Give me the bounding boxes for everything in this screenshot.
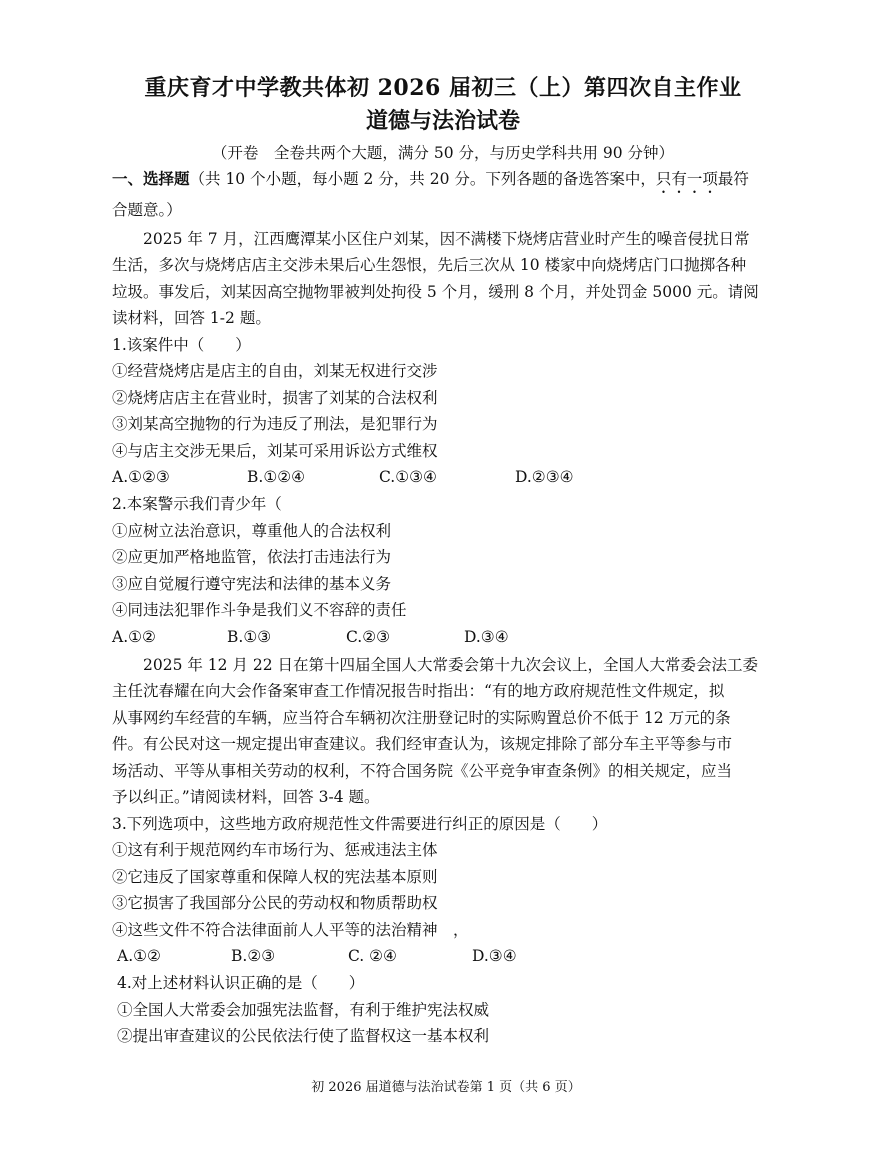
question-3-item: ④这些文件不符合法律面前人人平等的法治精神 ，	[112, 920, 469, 939]
option-d: D.②③④	[515, 468, 574, 486]
exam-title: 重庆育才中学教共体初 2026 届初三（上）第四次自主作业	[144, 75, 742, 101]
option-b: B.②③	[231, 947, 276, 965]
question-4-item: ②提出审查建议的公民依法行使了监督权这一基本权利	[117, 1027, 490, 1045]
option-b: B.①②④	[247, 468, 306, 486]
section-desc-b: 最符	[717, 170, 749, 188]
material-2-line: 场活动、平等从事相关劳动的权利，不符合国务院《公平竞争审查条例》的相关规定，应当	[112, 761, 733, 780]
option-a: A.①②	[112, 627, 156, 646]
question-1-item: ①经营烧烤店是店主的自由，刘某无权进行交涉	[112, 362, 438, 380]
section-label: 一、选择题	[112, 169, 190, 188]
exam-note: （开卷 全卷共两个大题，满分 50 分，与历史学科共用 90 分钟）	[211, 144, 675, 162]
question-2-item: ②应更加严格地监管，依法打击违法行为	[112, 548, 392, 566]
option-d: D.③④	[472, 947, 517, 965]
question-4	[112, 970, 774, 1050]
material-2-line: 2025 年 12 月 22 日在第十四届全国人大常委会第十九次会议上，全国人大常委会法工委	[143, 655, 759, 674]
question-3-options	[112, 943, 774, 970]
question-2-stem: 2.本案警示我们青少年（	[112, 495, 282, 513]
question-4-item: ①全国人大常委会加强宪法监督，有利于维护宪法权威	[117, 1000, 490, 1019]
page-footer: 初 2026 届道德与法治试卷第 1 页（共 6 页）	[311, 1080, 581, 1095]
question-2-item: ①应树立法治意识，尊重他人的合法权利	[112, 521, 392, 540]
question-4-stem: 4.对上述材料认识正确的是（ ）	[117, 974, 365, 992]
material-1	[112, 226, 774, 332]
option-d: D.③④	[464, 627, 509, 646]
question-3-item: ②它违反了国家尊重和保障人权的宪法基本原则	[112, 867, 438, 886]
question-2-item: ④同违法犯罪作斗争是我们义不容辞的责任	[112, 601, 407, 619]
question-3	[112, 811, 774, 971]
question-1-item: ③刘某高空抛物的行为违反了刑法，是犯罪行为	[112, 415, 438, 433]
question-1	[112, 332, 774, 492]
material-2-line: 从事网约车经营的车辆，应当符合车辆初次注册登记时的实际购置总价不低于 12 万元的条	[112, 708, 731, 727]
option-c: C. ②④	[348, 947, 397, 965]
option-a: A.①②③	[112, 468, 170, 486]
question-1-item: ④与店主交涉无果后，刘某可采用诉讼方式维权	[112, 441, 438, 460]
material-1-line: 生活，多次与烧烤店店主交涉未果后心生怨恨，先后三次从 10 楼家中向烧烤店门口抛掷各种	[112, 256, 747, 274]
question-2-options	[112, 624, 774, 651]
subject-title: 道德与法治试卷	[365, 108, 520, 134]
section-desc-emphasis: 只有一项	[655, 170, 718, 188]
option-c: C.①③④	[379, 468, 437, 486]
section-heading	[112, 166, 774, 197]
option-c: C.②③	[346, 627, 391, 646]
question-2	[112, 491, 774, 651]
question-1-stem: 1.该案件中（ ）	[112, 335, 251, 354]
material-1-line: 读材料，回答 1-2 题。	[112, 309, 271, 327]
material-2-line: 主任沈春耀在向大会作备案审查工作情况报告时指出：“有的地方政府规范性文件规定，拟	[112, 682, 725, 700]
option-a: A.①②	[117, 947, 161, 965]
question-1-item: ②烧烤店店主在营业时，损害了刘某的合法权利	[112, 388, 438, 407]
question-3-stem: 3.下列选项中，这些地方政府规范性文件需要进行纠正的原因是（ ）	[112, 814, 608, 833]
material-2	[112, 652, 774, 811]
material-2-line: 件。有公民对这一规定提出审查建议。我们经审查认为，该规定排除了部分车主平等参与市	[112, 735, 733, 753]
section-desc-a: （共 10 个小题，每小题 2 分，共 20 分。下列各题的备选答案中，	[189, 170, 656, 188]
material-2-line: 予以纠正。”请阅读材料，回答 3-4 题。	[112, 788, 380, 806]
question-2-item: ③应自觉履行遵守宪法和法律的基本义务	[112, 574, 392, 593]
question-1-options	[112, 464, 774, 491]
section-desc-c: 合题意。）	[112, 201, 182, 219]
question-3-item: ③它损害了我国部分公民的劳动权和物质帮助权	[112, 894, 438, 912]
material-1-line: 2025 年 7 月，江西鹰潭某小区住户刘某，因不满楼下烧烤店营业时产生的噪音侵扰日常	[143, 229, 750, 248]
question-3-item: ①这有利于规范网约车市场行为、惩戒违法主体	[112, 841, 438, 859]
option-b: B.①③	[227, 627, 272, 646]
material-1-line: 垃圾。事发后，刘某因高空抛物罪被判处拘役 5 个月，缓刑 8 个月，并处罚金 5000 元。请阅	[112, 282, 759, 301]
